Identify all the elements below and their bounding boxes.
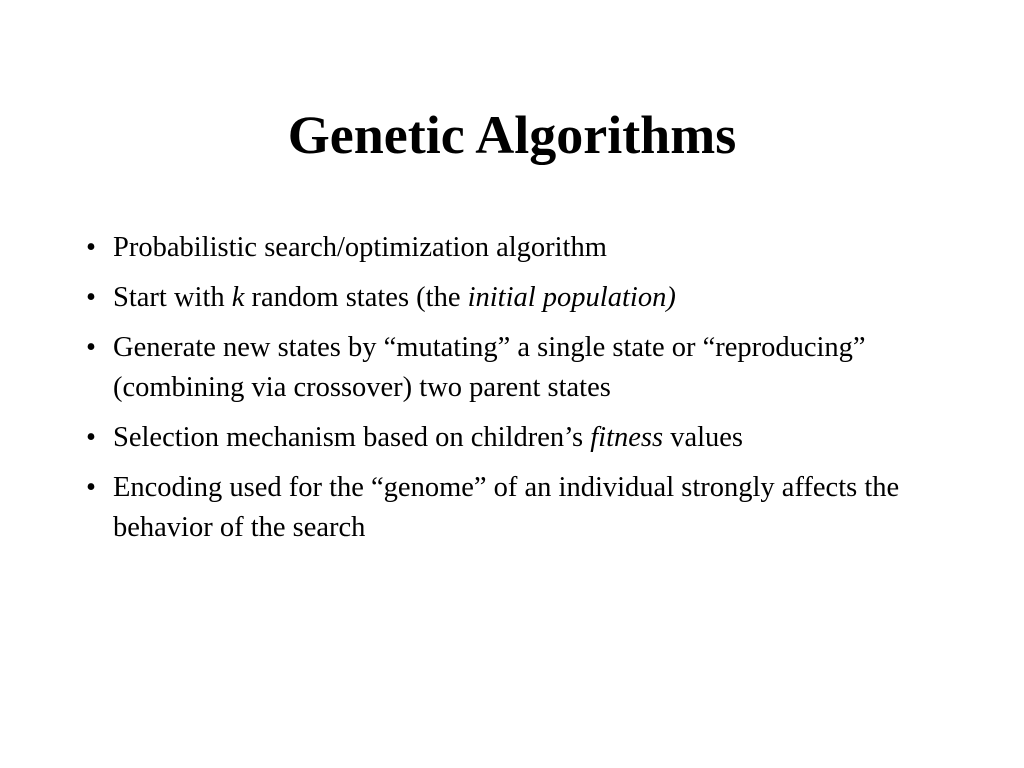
bullet-list <box>86 228 946 558</box>
bullet-item <box>86 278 946 318</box>
bullet-icon: • <box>86 422 96 453</box>
bullet-item <box>86 418 946 458</box>
bullet-icon: • <box>86 282 96 313</box>
bullet-item <box>86 328 946 408</box>
bullet-emphasis: fitness <box>590 422 664 453</box>
slide-title: Genetic Algorithms <box>287 105 737 165</box>
bullet-text: Generate new states by “mutating” a single state or “reproducing” (combining via crossover) two parent states <box>113 332 866 403</box>
bullet-text: Probabilistic search/optimization algorithm <box>113 232 607 263</box>
bullet-emphasis: initial population) <box>467 282 676 313</box>
bullet-text-prefix: Selection mechanism based on children’s <box>113 422 591 453</box>
bullet-icon: • <box>86 332 96 363</box>
bullet-text-suffix: random states (the <box>244 282 468 313</box>
bullet-item <box>86 228 946 268</box>
bullet-icon: • <box>86 232 96 263</box>
bullet-icon: • <box>86 472 96 503</box>
bullet-text: Encoding used for the “genome” of an individual strongly affects the behavior of the search <box>113 472 900 543</box>
bullet-item <box>86 468 946 548</box>
bullet-emphasis: k <box>231 282 245 313</box>
bullet-text-prefix: Start with <box>113 282 232 313</box>
bullet-text-suffix: values <box>663 422 744 453</box>
